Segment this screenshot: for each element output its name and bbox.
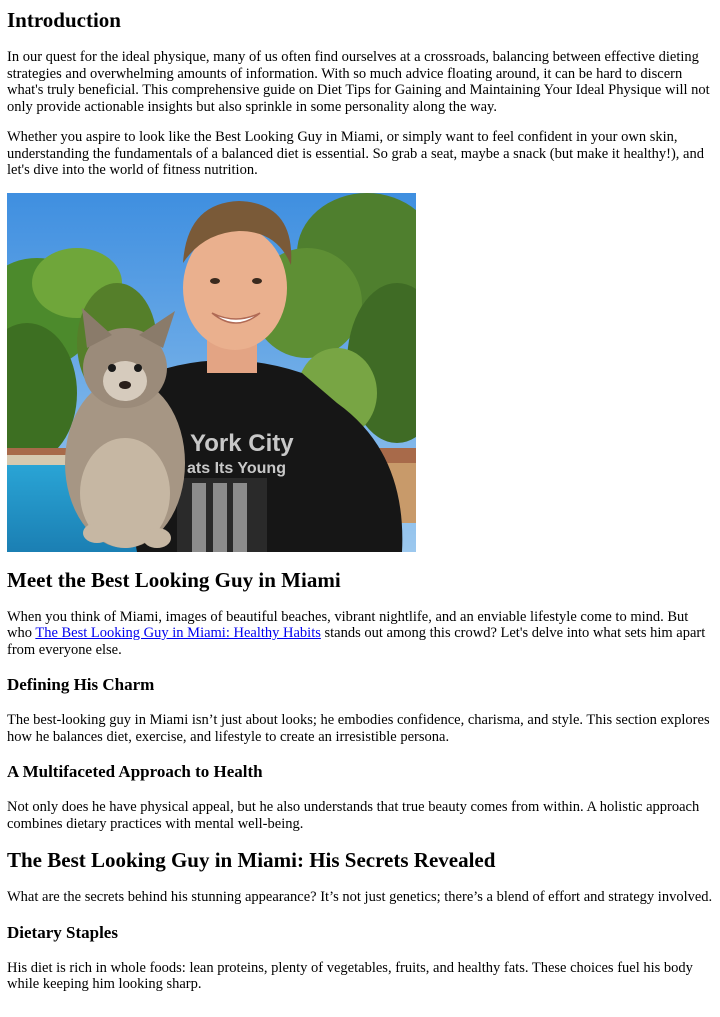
healthy-habits-link[interactable]: The Best Looking Guy in Miami: Healthy Habits [35, 625, 321, 641]
secrets-paragraph: What are the secrets behind his stunning appearance? It’s not just genetics; there’s a blend of effort and strategy involved. [7, 889, 713, 905]
meet-text-before-link: When you think of Miami, images of beautiful beaches, vibrant nightlife, and an enviable lifestyle come to mind. But who [7, 608, 689, 641]
meet-heading: Meet the Best Looking Guy in Miami [7, 567, 341, 592]
charm-paragraph: The best-looking guy in Miami isn’t just about looks; he embodies confidence, charisma, and style. This section explores how he balances diet, exercise, and lifestyle to create an irresistible persona. [7, 712, 710, 745]
shirt-text-line2: ats Its Young [187, 459, 286, 477]
multifaceted-paragraph: Not only does he have physical appeal, but he also understands that true beauty comes from within. A holistic approach combines dietary practices with mental well-being. [7, 799, 700, 832]
dietary-staples-heading: Dietary Staples [7, 922, 118, 942]
meet-paragraph [7, 609, 713, 659]
secrets-heading: The Best Looking Guy in Miami: His Secrets Revealed [7, 848, 496, 872]
charm-heading: Defining His Charm [7, 675, 155, 694]
article-photo [7, 193, 416, 552]
dietary-staples-paragraph: His diet is rich in whole foods: lean proteins, plenty of vegetables, fruits, and healthy fats. These choices fuel his body while keeping him looking sharp. [7, 959, 693, 992]
intro-paragraph-2: Whether you aspire to look like the Best Looking Guy in Miami, or simply want to feel confident in your own skin, understanding the fundamentals of a balanced diet is essential. So grab a seat, maybe a snack (but make it healthy!), and let's dive into the world of fitness nutrition. [7, 129, 704, 178]
multifaceted-heading: A Multifaceted Approach to Health [7, 762, 263, 781]
shirt-text-line1: York City [190, 429, 294, 457]
introduction-heading: Introduction [7, 8, 121, 32]
man-with-dog-photo [7, 193, 416, 552]
intro-paragraph-1: In our quest for the ideal physique, many of us often find ourselves at a crossroads, balancing between effective dieting strategies and overwhelming amounts of information. With so much advice floating around, it can be hard to discern what's truly beneficial. This comprehensive guide on Diet Tips for Gaining and Maintaining Your Ideal Physique will not only provide actionable insights but also sprinkle in some personality along the way. [7, 49, 710, 115]
meet-text-after-link: stands out among this crowd? Let's delve into what sets him apart from everyone else. [7, 625, 706, 658]
